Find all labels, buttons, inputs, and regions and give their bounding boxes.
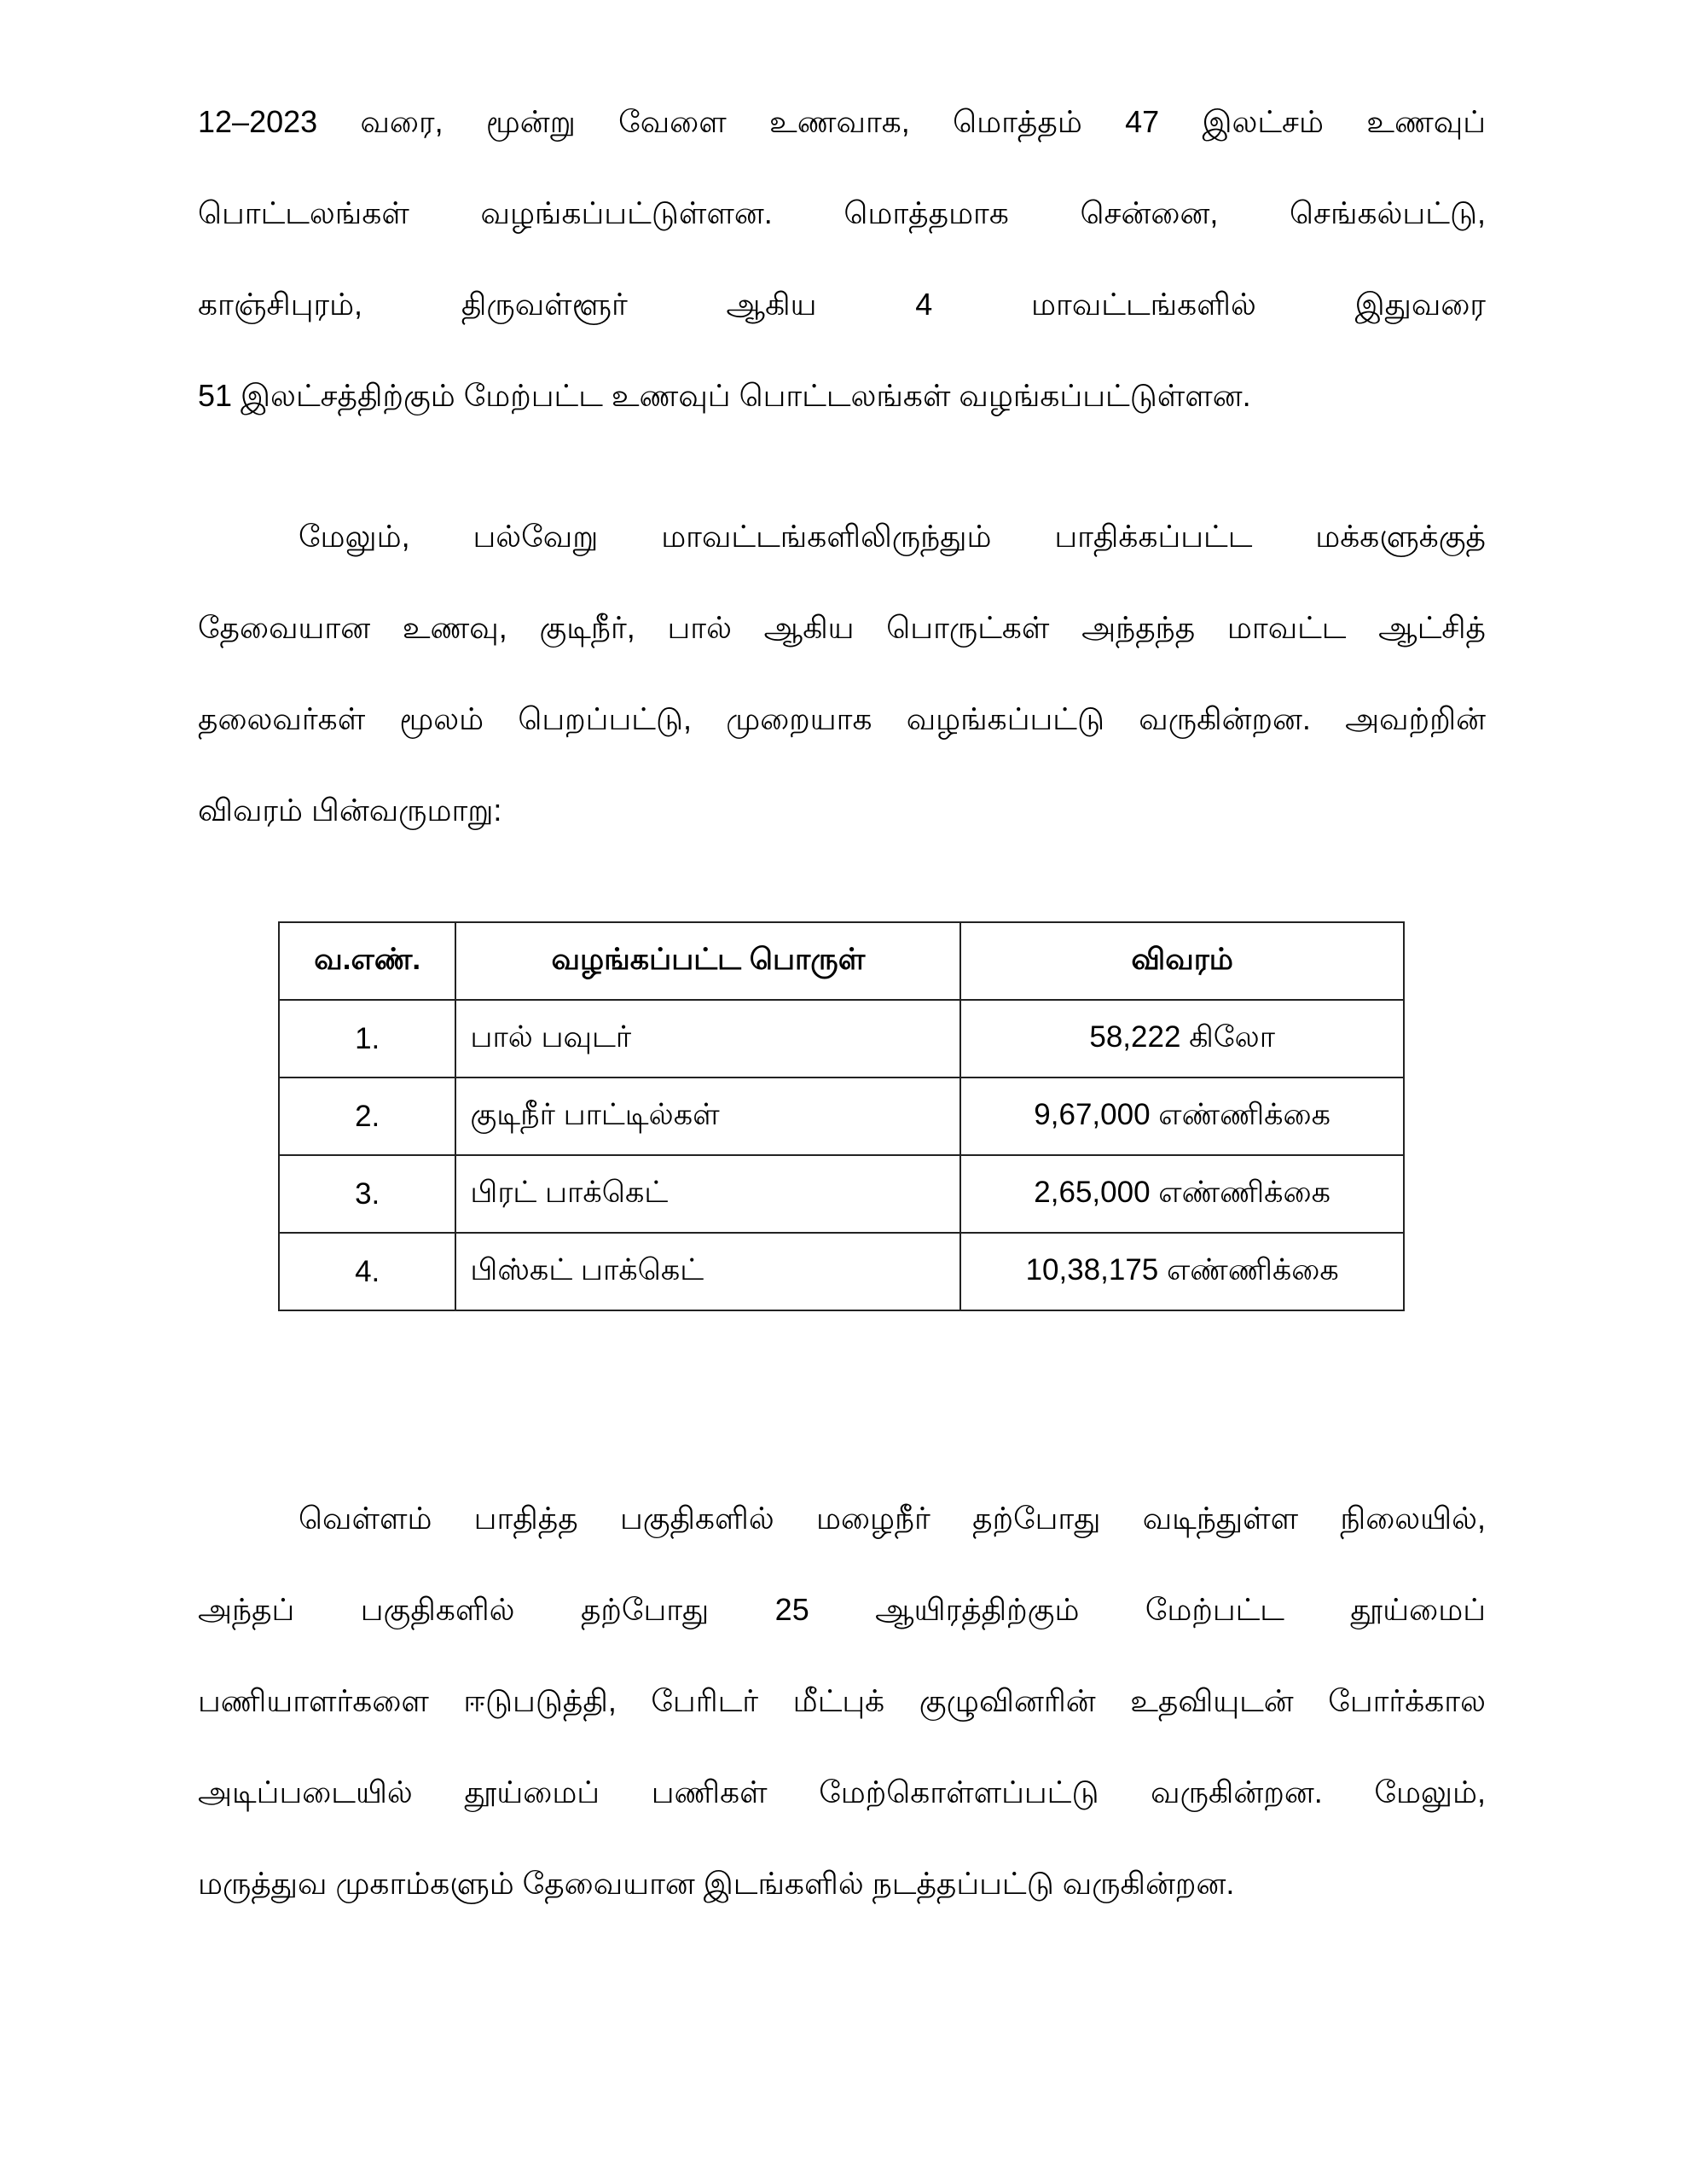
paragraph-line: 51 இலட்சத்திற்கும் மேற்பட்ட உணவுப் பொட்டலங்கள் வழங்கப்பட்டுள்ளன. bbox=[198, 378, 1251, 413]
paragraph-line: மேலும், பல்வேறு மாவட்டங்களிலிருந்தும் பாதிக்கப்பட்ட மக்களுக்குத் bbox=[299, 519, 1486, 554]
table-row bbox=[279, 1155, 1404, 1233]
table-row bbox=[279, 1077, 1404, 1155]
paragraph-line: தலைவர்கள் மூலம் பெறப்பட்டு, முறையாக வழங்கப்பட்டு வருகின்றன. அவற்றின் bbox=[198, 701, 1486, 736]
cell-item: பால் பவுடர் bbox=[455, 1000, 960, 1077]
paragraph-line: பணியாளர்களை ஈடுபடுத்தி, பேரிடர் மீட்புக் குழுவினரின் உதவியுடன் போர்க்கால bbox=[198, 1683, 1486, 1718]
cell-item: பிரட் பாக்கெட் bbox=[455, 1155, 960, 1233]
cell-serial-number: 2. bbox=[279, 1077, 455, 1155]
paragraph-line: தேவையான உணவு, குடிநீர், பால் ஆகிய பொருட்கள் அந்தந்த மாவட்ட ஆட்சித் bbox=[198, 610, 1486, 645]
cell-detail: 10,38,175 எண்ணிக்கை bbox=[960, 1233, 1404, 1310]
table-row bbox=[279, 1000, 1404, 1077]
header-serial-number: வ.எண். bbox=[279, 922, 455, 1000]
cell-serial-number: 3. bbox=[279, 1155, 455, 1233]
header-detail: விவரம் bbox=[960, 922, 1404, 1000]
cell-detail: 58,222 கிலோ bbox=[960, 1000, 1404, 1077]
paragraph-line: அந்தப் பகுதிகளில் தற்போது 25 ஆயிரத்திற்கும் மேற்பட்ட தூய்மைப் bbox=[198, 1592, 1486, 1627]
cell-detail: 2,65,000 எண்ணிக்கை bbox=[960, 1155, 1404, 1233]
paragraph-line: 12–2023 வரை, மூன்று வேளை உணவாக, மொத்தம் 47 இலட்சம் உணவுப் bbox=[198, 104, 1486, 139]
cell-detail: 9,67,000 எண்ணிக்கை bbox=[960, 1077, 1404, 1155]
table-header-row bbox=[279, 922, 1404, 1000]
paragraph-line: வெள்ளம் பாதித்த பகுதிகளில் மழைநீர் தற்போது வடிந்துள்ள நிலையில், bbox=[299, 1501, 1486, 1536]
table-row bbox=[279, 1233, 1404, 1310]
paragraph-line: அடிப்படையில் தூய்மைப் பணிகள் மேற்கொள்ளப்பட்டு வருகின்றன. மேலும், bbox=[198, 1774, 1486, 1809]
supplies-table bbox=[278, 921, 1405, 1311]
paragraph-line: காஞ்சிபுரம், திருவள்ளூர் ஆகிய 4 மாவட்டங்களில் இதுவரை bbox=[198, 287, 1486, 322]
header-item: வழங்கப்பட்ட பொருள் bbox=[455, 922, 960, 1000]
cell-item: பிஸ்கட் பாக்கெட் bbox=[455, 1233, 960, 1310]
cell-item: குடிநீர் பாட்டில்கள் bbox=[455, 1077, 960, 1155]
cell-serial-number: 1. bbox=[279, 1000, 455, 1077]
paragraph-line: பொட்டலங்கள் வழங்கப்பட்டுள்ளன. மொத்தமாக சென்னை, செங்கல்பட்டு, bbox=[198, 195, 1486, 230]
paragraph-line: விவரம் பின்வருமாறு: bbox=[198, 793, 502, 828]
paragraph-line: மருத்துவ முகாம்களும் தேவையான இடங்களில் நடத்தப்பட்டு வருகின்றன. bbox=[198, 1866, 1235, 1901]
cell-serial-number: 4. bbox=[279, 1233, 455, 1310]
